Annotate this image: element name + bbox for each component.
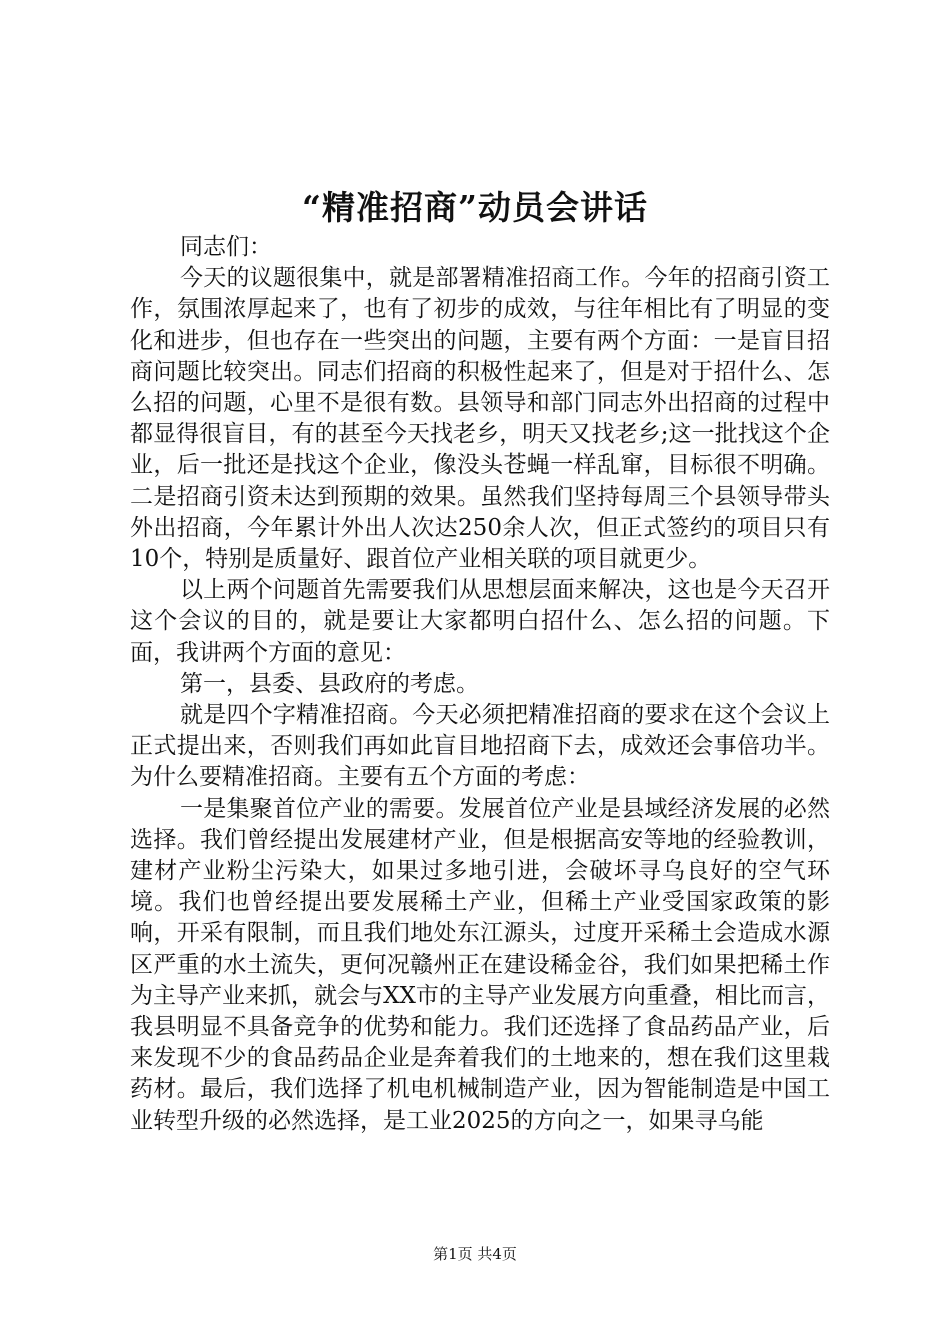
page-title: “精准招商”动员会讲话 xyxy=(302,188,648,227)
section-heading: 第一，县委、县政府的考虑。 xyxy=(180,670,479,697)
body-paragraph: 一是集聚首位产业的需要。发展首位产业是县域经济发展的必然选择。我们曾经提出发展建材产业，但是根据高安等地的经验教训，建材产业粉尘污染大，如果过多地引进，会破坏寻乌良好的空气环境。我们也曾经提出要发展稀土产业，但稀土产业受国家政策的影响，开采有限制，而且我们地处东江源头，过度开采稀土会造成水源区严重的水土流失，更何况赣州正在建设稀金谷，我们如果把稀土作为主导产业来抓，就会与XX市的主导产业发展方向重叠，相比而言，我县明显不具备竞争的优势和能力。我们还选择了食品药品产业，后来发现不少的食品药品企业是奔着我们的土地来的，想在我们这里栽药材。最后，我们选择了机电机械制造产业，因为智能制造是中国工业转型升级的必然选择，是工业2025的方向之一，如果寻乌能 xyxy=(130,795,830,1134)
page-number-footer: 第1页 共4页 xyxy=(433,1245,517,1263)
body-paragraph: 就是四个字精准招商。今天必须把精准招商的要求在这个会议上正式提出来，否则我们再如此盲目地招商下去，成效还会事倍功半。为什么要精准招商。主要有五个方面的考虑： xyxy=(130,702,830,791)
body-paragraph: 以上两个问题首先需要我们从思想层面来解决，这也是今天召开这个会议的目的，就是要让大家都明白招什么、怎么招的问题。下面，我讲两个方面的意见： xyxy=(130,577,830,666)
salutation-paragraph: 同志们： xyxy=(180,234,272,260)
document-body xyxy=(130,232,830,1137)
body-paragraph: 今天的议题很集中，就是部署精准招商工作。今年的招商引资工作，氛围浓厚起来了，也有了初步的成效，与往年相比有了明显的变化和进步，但也存在一些突出的问题，主要有两个方面：一是盲目招商问题比较突出。同志们招商的积极性起来了，但是对于招什么、怎么招的问题，心里不是很有数。县领导和部门同志外出招商的过程中都显得很盲目，有的甚至今天找老乡，明天又找老乡;这一批找这个企业，后一批还是找这个企业，像没头苍蝇一样乱窜，目标很不明确。二是招商引资未达到预期的效果。虽然我们坚持每周三个县领导带头外出招商，今年累计外出人次达250余人次，但正式签约的项目只有10个，特别是质量好、跟首位产业相关联的项目就更少。 xyxy=(130,265,830,573)
